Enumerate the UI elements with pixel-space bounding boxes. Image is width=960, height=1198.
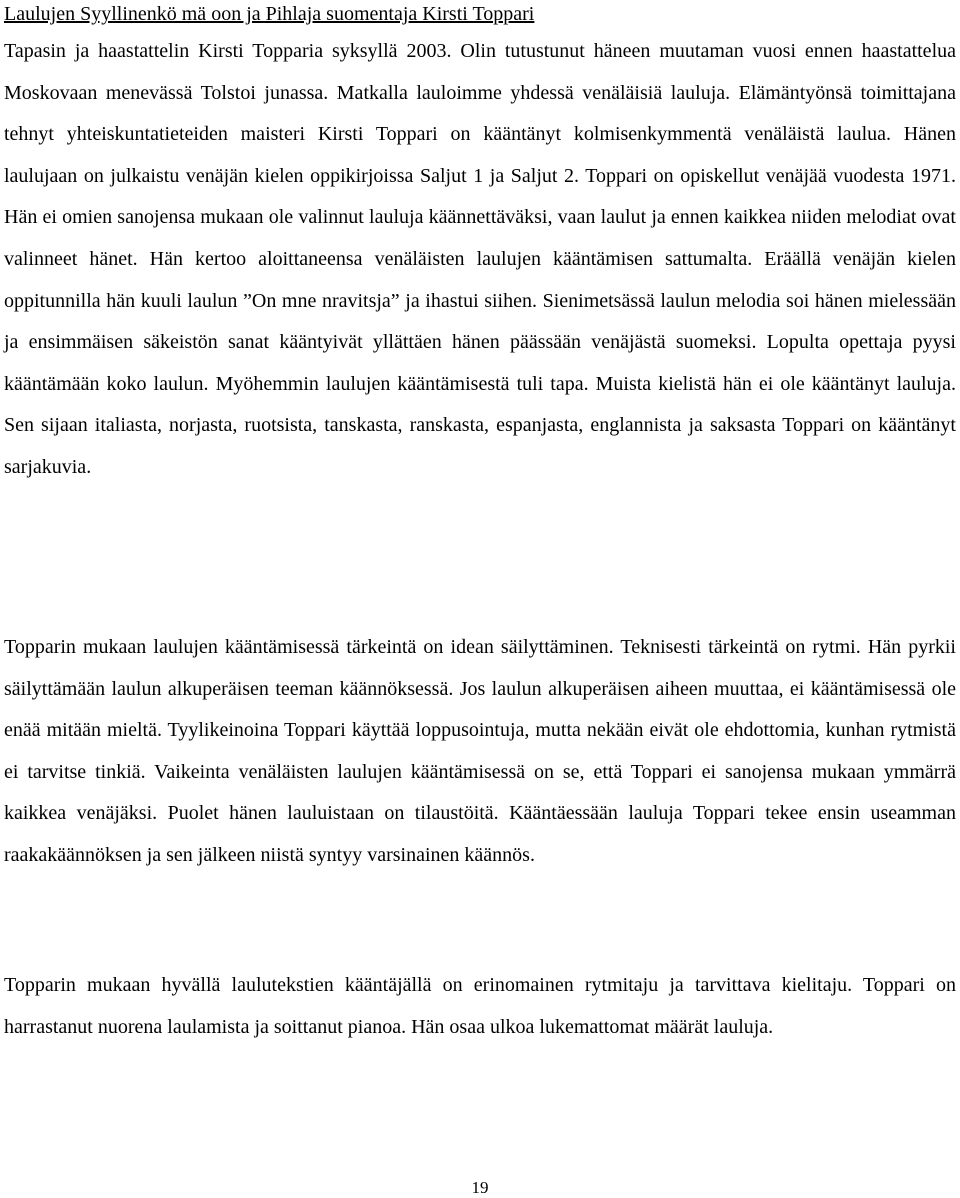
document-title: Laulujen Syyllinenkö mä oon ja Pihlaja suomentaja Kirsti Toppari xyxy=(4,3,535,25)
paragraph-2: Topparin mukaan laulujen kääntämisessä tärkeintä on idean säilyttäminen. Teknisesti tärkeintä on rytmi. Hän pyrkii säilyttämään laulun alkuperäisen teeman käännöksessä. Jos laulun alkuperäisen aiheen muuttaa, ei kääntämisessä ole enää mitään mieltä. Tyylikeinoina Toppari käyttää loppusointuja, mutta nekään eivät ole ehdottomia, kunhan rytmistä ei tarvitse tinkiä. Vaikeinta venäläisten laulujen kääntämisessä on se, että Toppari ei sanojensa mukaan ymmärrä kaikkea venäjäksi. Puolet hänen lauluistaan on tilaustöitä. Kääntäessään lauluja Toppari tekee ensin useamman raakakäännöksen ja sen jälkeen niistä syntyy varsinainen käännös. xyxy=(4,636,956,866)
page-number: 19 xyxy=(471,1178,489,1197)
paragraph-1: Tapasin ja haastattelin Kirsti Topparia syksyllä 2003. Olin tutustunut häneen muutaman vuosi ennen haastattelua Moskovaan menevässä Tolstoi junassa. Matkalla lauloimme yhdessä venäläisiä lauluja. Elämäntyönsä toimittajana tehnyt yhteiskuntatieteiden maisteri Kirsti Toppari on kääntänyt kolmisenkymmentä venäläistä laulua. Hänen laulujaan on julkaistu venäjän kielen oppikirjoissa Saljut 1 ja Saljut 2. Toppari on opiskellut venäjää vuodesta 1971. Hän ei omien sanojensa mukaan ole valinnut lauluja käännettäväksi, vaan laulut ja ennen kaikkea niiden melodiat ovat valinneet hänet. Hän kertoo aloittaneensa venäläisten laulujen kääntämisen sattumalta. Eräällä venäjän kielen oppitunnilla hän kuuli laulun ”On mne nravitsja” ja ihastui siihen. Sienimetsässä laulun melodia soi hänen mielessään ja ensimmäisen säkeistön sanat kääntyivät yllättäen hänen päässään venäjästä suomeksi. Lopulta opettaja pyysi kääntämään koko laulun. Myöhemmin laulujen kääntämisestä tuli tapa. Muista kielistä hän ei ole kääntänyt lauluja. Sen sijaan italiasta, norjasta, ruotsista, tanskasta, ranskasta, espanjasta, englannista ja saksasta Toppari on kääntänyt sarjakuvia. xyxy=(4,40,956,478)
paragraph-3: Topparin mukaan hyvällä laulutekstien kääntäjällä on erinomainen rytmitaju ja tarvittava kielitaju. Toppari on harrastanut nuorena laulamista ja soittanut pianoa. Hän osaa ulkoa lukemattomat määrät lauluja. xyxy=(4,974,956,1038)
